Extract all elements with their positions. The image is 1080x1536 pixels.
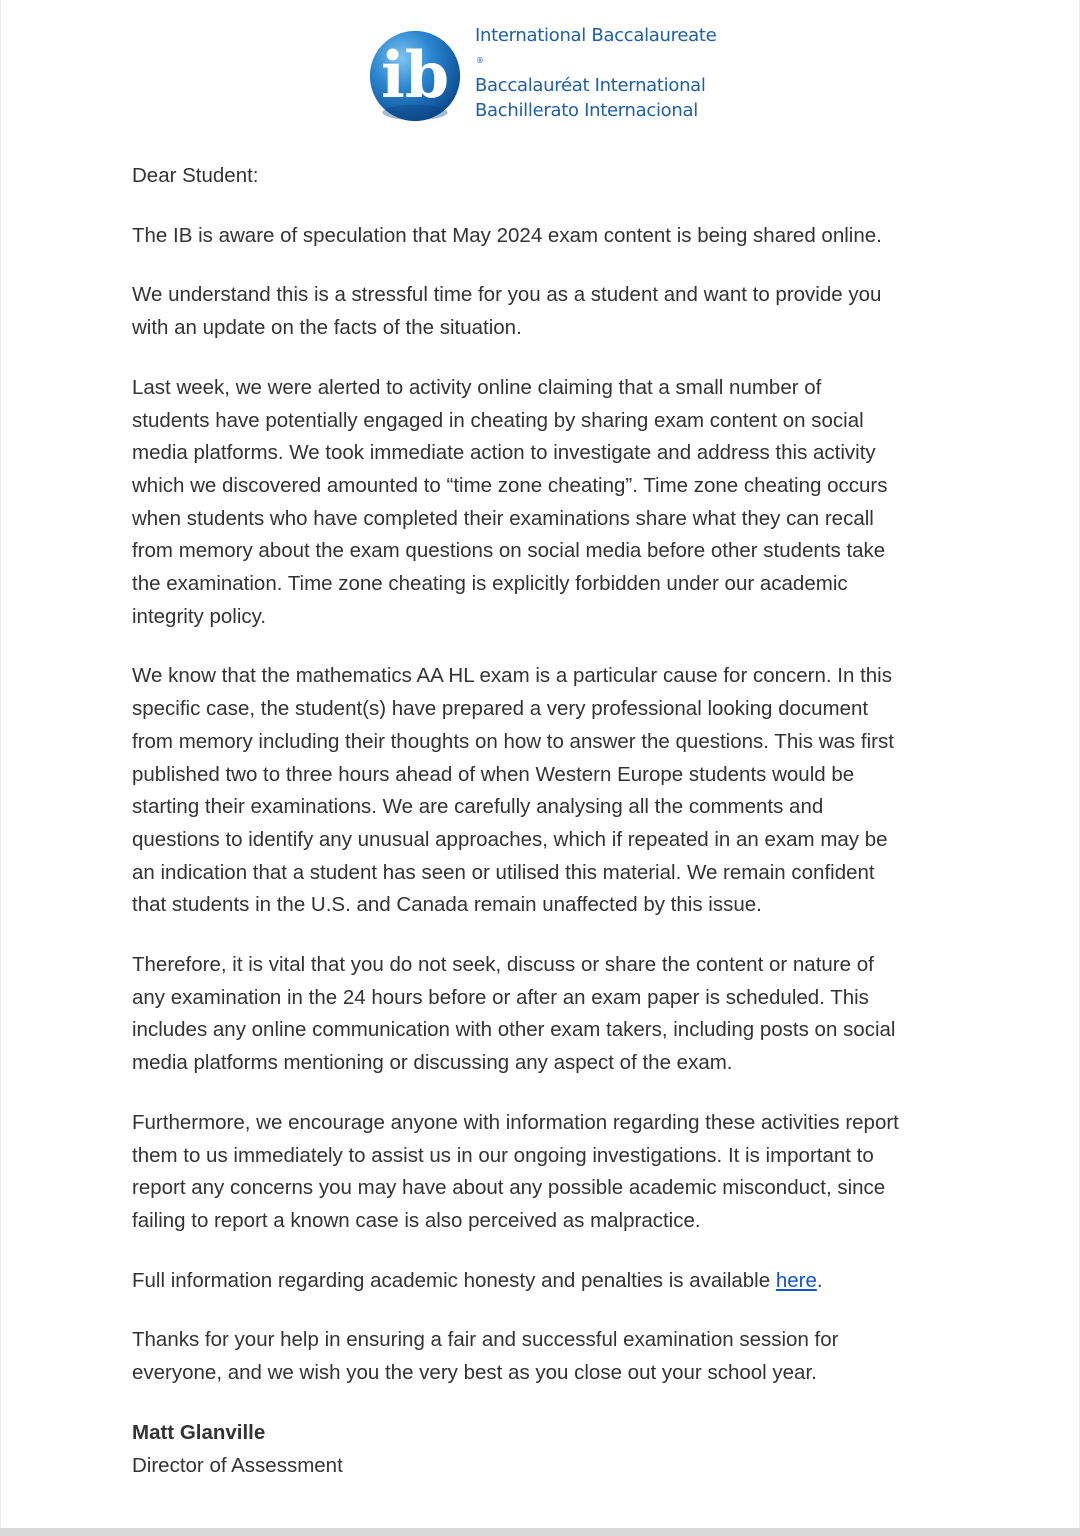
ib-logo-letters: ib [380, 38, 450, 113]
paragraph-info-link [132, 1265, 962, 1298]
paragraph-do-not-share: Therefore, it is vital that you do not seek, discuss or share the content or nature of any examination in the 24 hours before or after an exam paper is scheduled. This includes any online communication with other exam takers, including posts on social media platforms mentioning or discussing any aspect of the exam. [132, 953, 896, 1075]
signature [132, 1417, 962, 1482]
registered-mark: ® [476, 56, 484, 65]
signatory-title: Director of Assessment [132, 1453, 343, 1477]
org-name-es: Bachillerato Internacional [475, 100, 698, 121]
paragraph-stressful-time: We understand this is a stressful time for you as a student and want to provide you with an update on the facts of the situation. [132, 283, 882, 340]
signatory-name: Matt Glanville [132, 1420, 266, 1444]
paragraph-closing: Thanks for your help in ensuring a fair and successful examination session for everyone, and we wish you the very best as you close out your school year. [132, 1328, 839, 1385]
letter-body [132, 160, 962, 1482]
org-name-en: International Baccalaureate ® [475, 23, 716, 73]
paragraph-time-zone-cheating: Last week, we were alerted to activity online claiming that a small number of students have potentially engaged in cheating by sharing exam content on social media platforms. We took immediate action to investigate and address this activity which we discovered amounted to “time zone cheating”. Time zone cheating occurs when students who have completed their examinations share what they can recall from memory about the exam questions on social media before other students take the examination. Time zone cheating is explicitly forbidden under our academic integrity policy. [132, 375, 888, 628]
bottom-edge [0, 1528, 1080, 1536]
salutation: Dear Student: [132, 164, 259, 187]
letterhead [367, 26, 716, 126]
paragraph-math-aa-hl: We know that the mathematics AA HL exam is a particular cause for concern. In this specific case, the student(s) have prepared a very professional looking document from memory including their thoughts on how to answer the questions. This was first published two to three hours ahead of when Western Europe students would be starting their examinations. We are carefully analysing all the comments and questions to identify any unusual approaches, which if repeated in an exam may be an indication that a student has seen or utilised this material. We remain confident that students in the U.S. and Canada remain unaffected by this issue. [132, 664, 894, 917]
info-line-suffix: . [816, 1268, 823, 1292]
org-name-fr: Baccalauréat International [475, 75, 706, 96]
info-line-text: Full information regarding academic honesty and penalties is available [132, 1268, 776, 1292]
ib-logo-icon [367, 28, 463, 124]
paragraph-report: Furthermore, we encourage anyone with information regarding these activities report them to us immediately to assist us in our ongoing investigations. It is important to report any concerns you may have about any possible academic misconduct, since failing to report a known case is also perceived as malpractice. [132, 1110, 899, 1232]
org-names [475, 23, 716, 123]
paragraph-speculation: The IB is aware of speculation that May 2024 exam content is being shared online. [132, 223, 882, 247]
here-link[interactable]: here [775, 1268, 817, 1292]
